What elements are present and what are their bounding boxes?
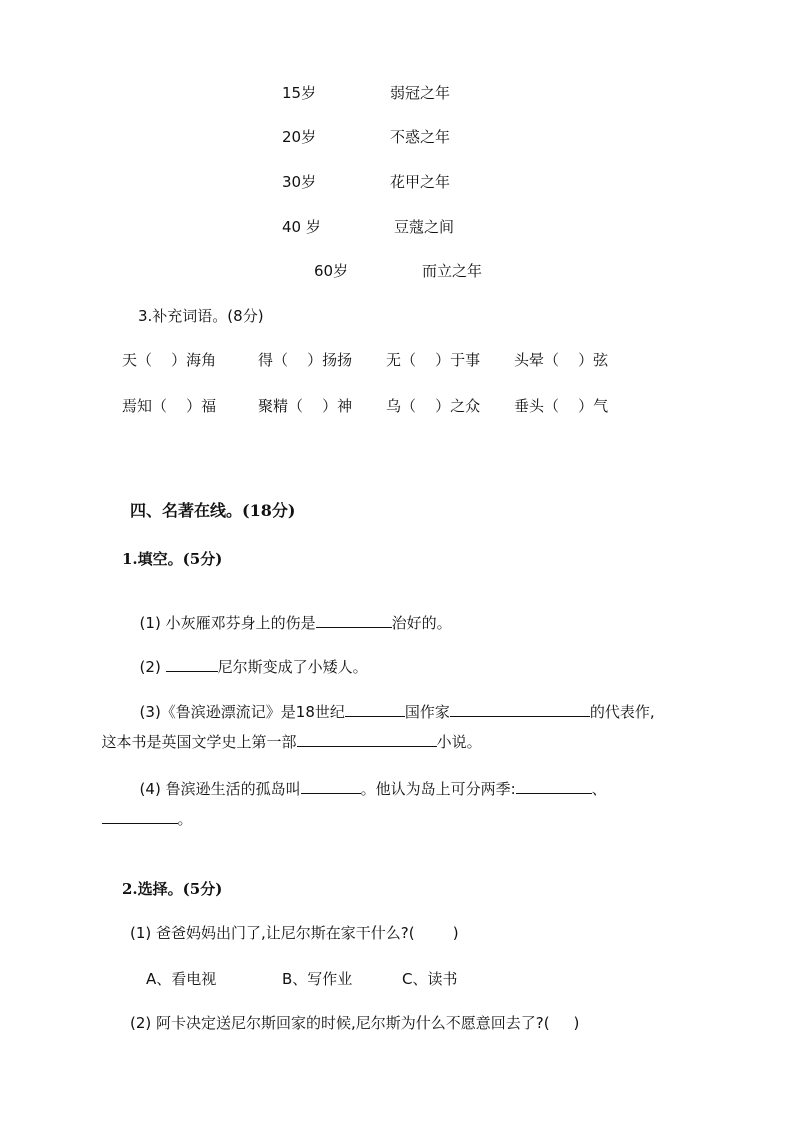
answer-blank[interactable] — [516, 778, 592, 794]
idiom-item: 头晕（ ）弦 — [514, 351, 609, 369]
idiom-item: 天（ ）海角 — [122, 351, 217, 369]
idiom-item: 无（ ）于事 — [386, 351, 481, 369]
fill-q1-text-end: 治好的。 — [391, 614, 452, 632]
fill-q2-text: 尼尔斯变成了小矮人。 — [217, 658, 368, 676]
fill-title: 1.填空。(5分) — [122, 550, 223, 568]
age-item: 30岁 — [282, 173, 317, 191]
idiom-item: 垂头（ ）气 — [514, 397, 609, 415]
answer-blank[interactable] — [166, 656, 218, 672]
term-item: 豆蔻之间 — [394, 218, 455, 236]
answer-blank[interactable] — [316, 612, 392, 628]
age-item: 40 岁 — [282, 218, 321, 236]
fill-q3-text-line2: 这本书是英国文学史上第一部 — [101, 733, 297, 751]
age-item: 15岁 — [282, 84, 317, 102]
section-title: 四、名著在线。(18分) — [130, 501, 296, 520]
term-item: 而立之年 — [422, 262, 483, 280]
fill-q3-text-end: 的代表作, — [589, 703, 655, 721]
fill-question-4 — [130, 760, 607, 799]
answer-blank[interactable] — [297, 731, 437, 747]
choice-question-1: (1) 爸爸妈妈出门了,让尼尔斯在家干什么?( ) — [130, 924, 459, 942]
fill-question-1 — [130, 594, 452, 633]
term-item: 花甲之年 — [390, 173, 451, 191]
fill-q4-text-end: 。 — [177, 810, 193, 828]
choice-option[interactable]: A、看电视 — [146, 970, 217, 988]
fill-q4-text-sep: 、 — [591, 780, 607, 798]
answer-blank[interactable] — [301, 778, 361, 794]
age-item: 20岁 — [282, 128, 317, 146]
q3-title: 3.补充词语。(8分) — [138, 307, 264, 325]
fill-q4-text: (4) 鲁滨逊生活的孤岛叫 — [139, 780, 301, 798]
idiom-item: 焉知（ ）福 — [122, 397, 217, 415]
fill-q1-text: (1) 小灰雁邓芬身上的伤是 — [139, 614, 316, 632]
idiom-item: 聚精（ ）神 — [258, 397, 353, 415]
choice-option[interactable]: B、写作业 — [282, 970, 353, 988]
fill-q3-text-mid: 国作家 — [404, 703, 450, 721]
answer-blank[interactable] — [102, 808, 178, 824]
idiom-item: 乌（ ）之众 — [386, 397, 481, 415]
choice-question-2: (2) 阿卡决定送尼尔斯回家的时候,尼尔斯为什么不愿意回去了?( ) — [130, 1014, 580, 1032]
age-item: 60岁 — [314, 262, 349, 280]
fill-q3-text-line2-end: 小说。 — [436, 733, 482, 751]
fill-q4-text-mid: 。他认为岛上可分两季: — [360, 780, 516, 798]
term-item: 弱冠之年 — [390, 84, 451, 102]
fill-question-3-cont — [92, 713, 482, 752]
choice-title: 2.选择。(5分) — [122, 880, 223, 898]
fill-question-4-cont — [92, 790, 193, 829]
choice-option[interactable]: C、读书 — [402, 970, 458, 988]
idiom-item: 得（ ）扬扬 — [258, 351, 353, 369]
fill-q2-num: (2) — [139, 658, 161, 676]
fill-q3-text: (3)《鲁滨逊漂流记》是18世纪 — [139, 703, 345, 721]
term-item: 不惑之年 — [390, 128, 451, 146]
fill-question-2 — [130, 638, 368, 677]
